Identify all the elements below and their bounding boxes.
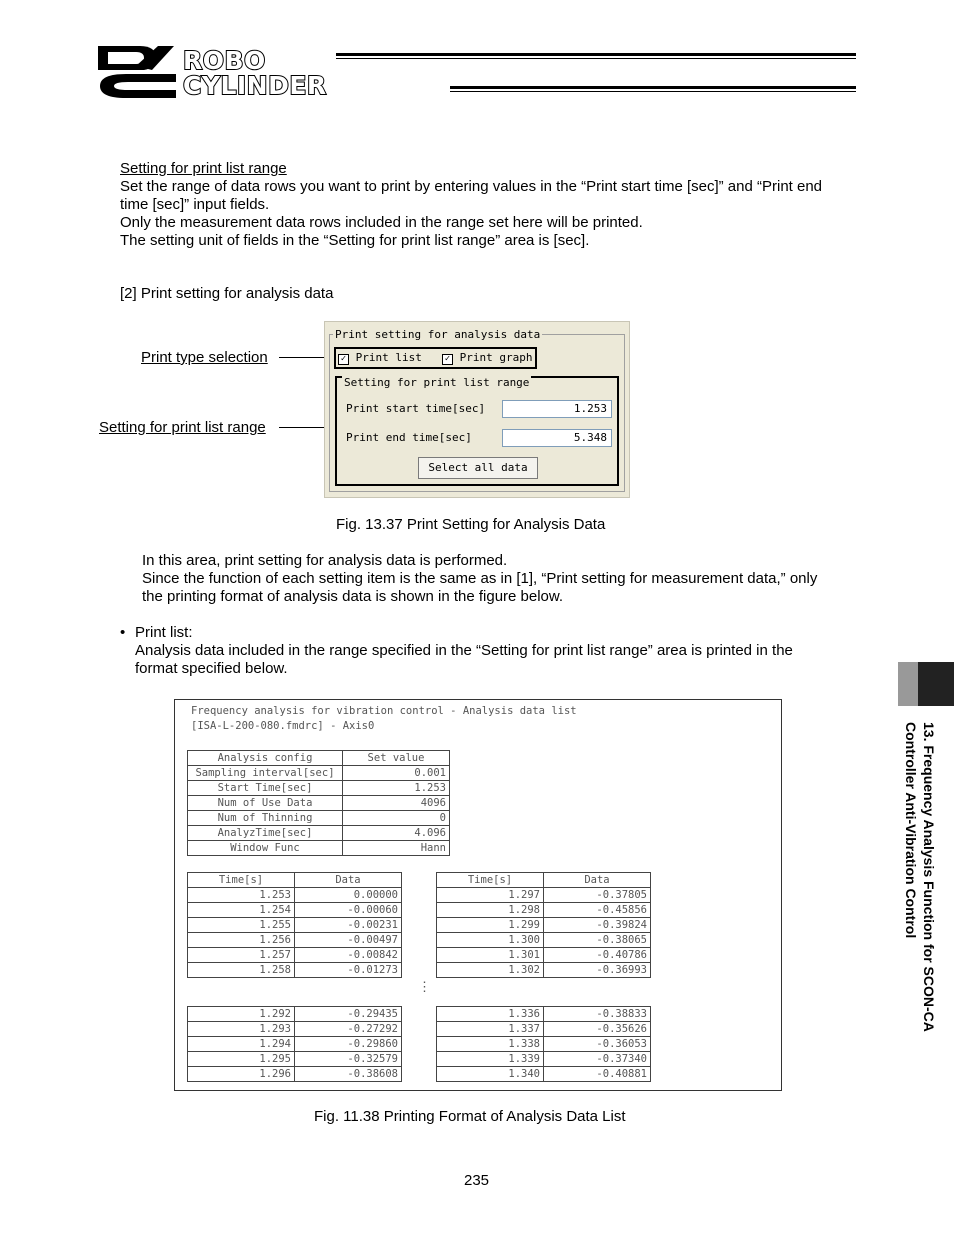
time-cell: 1.257 bbox=[188, 948, 295, 963]
paragraph-line: Since the function of each setting item is the same as in [1], “Print setting for measurement data,” only bbox=[142, 570, 818, 587]
column-header: Time[s] bbox=[188, 873, 295, 888]
config-name: Window Func bbox=[188, 841, 343, 856]
config-value: 4096 bbox=[343, 796, 450, 811]
time-cell: 1.258 bbox=[188, 963, 295, 978]
table-row bbox=[437, 888, 651, 903]
config-name: Num of Use Data bbox=[188, 796, 343, 811]
data-cell: -0.38608 bbox=[295, 1067, 402, 1082]
print-list-label: Print list bbox=[355, 351, 422, 364]
table-row bbox=[188, 1007, 402, 1022]
time-cell: 1.338 bbox=[437, 1037, 544, 1052]
data-cell: -0.01273 bbox=[295, 963, 402, 978]
table-row bbox=[188, 1037, 402, 1052]
data-cell: -0.37340 bbox=[544, 1052, 651, 1067]
table-row bbox=[437, 1037, 651, 1052]
table-row bbox=[188, 963, 402, 978]
data-cell: -0.00231 bbox=[295, 918, 402, 933]
header-rule-top bbox=[336, 53, 856, 59]
table-row bbox=[188, 888, 402, 903]
column-header: Data bbox=[295, 873, 402, 888]
continuation-ellipsis: ⋮ bbox=[418, 980, 431, 995]
table-row bbox=[188, 1022, 402, 1037]
end-time-input[interactable]: 5.348 bbox=[502, 429, 612, 447]
table-row bbox=[437, 948, 651, 963]
table-row bbox=[188, 1052, 402, 1067]
data-cell: -0.38833 bbox=[544, 1007, 651, 1022]
config-name: Sampling interval[sec] bbox=[188, 766, 343, 781]
section-heading-print-range: Setting for print list range bbox=[120, 160, 287, 177]
time-cell: 1.292 bbox=[188, 1007, 295, 1022]
start-time-label: Print start time[sec] bbox=[346, 402, 486, 415]
side-title-line1: 13. Frequency Analysis Function for SCON-CA bbox=[921, 722, 937, 1032]
table-header-row bbox=[188, 751, 450, 766]
time-cell: 1.255 bbox=[188, 918, 295, 933]
time-cell: 1.254 bbox=[188, 903, 295, 918]
config-value: 4.096 bbox=[343, 826, 450, 841]
side-title-line2: Controller Anti-Vibration Control bbox=[903, 722, 919, 939]
select-all-data-button[interactable]: Select all data bbox=[418, 457, 538, 479]
table-row bbox=[437, 918, 651, 933]
header-rule-bottom bbox=[450, 86, 856, 92]
chapter-tab-shade bbox=[898, 662, 918, 706]
section-heading-analysis-print: [2] Print setting for analysis data bbox=[120, 285, 334, 302]
arrow-line bbox=[279, 427, 327, 428]
time-cell: 1.294 bbox=[188, 1037, 295, 1052]
table-row bbox=[188, 781, 450, 796]
page-number: 235 bbox=[464, 1172, 490, 1189]
bullet-marker: • bbox=[120, 624, 126, 641]
analysis-data-printout bbox=[174, 699, 782, 1091]
paragraph-line: Analysis data included in the range specified in the “Setting for print list range” area is printed in the bbox=[135, 642, 793, 659]
config-value: Hann bbox=[343, 841, 450, 856]
data-table-right-top bbox=[436, 872, 651, 978]
table-row bbox=[188, 811, 450, 826]
printout-subtitle: [ISA-L-200-080.fmdrc] - Axis0 bbox=[191, 720, 375, 732]
figure-caption-2: Fig. 11.38 Printing Format of Analysis Data List bbox=[314, 1108, 626, 1125]
bullet-label: Print list: bbox=[135, 624, 193, 641]
time-cell: 1.298 bbox=[437, 903, 544, 918]
time-cell: 1.339 bbox=[437, 1052, 544, 1067]
check-icon: ✓ bbox=[442, 354, 453, 365]
data-cell: -0.37805 bbox=[544, 888, 651, 903]
time-cell: 1.293 bbox=[188, 1022, 295, 1037]
paragraph-line: time [sec]” input fields. bbox=[120, 196, 270, 213]
end-time-label: Print end time[sec] bbox=[346, 431, 472, 444]
config-table bbox=[187, 750, 450, 856]
callout-print-range: Setting for print list range bbox=[99, 419, 266, 436]
table-row bbox=[188, 918, 402, 933]
table-row bbox=[437, 1067, 651, 1082]
paragraph-line: In this area, print setting for analysis data is performed. bbox=[142, 552, 508, 569]
table-row bbox=[188, 948, 402, 963]
print-list-checkbox[interactable] bbox=[338, 351, 422, 365]
data-cell: -0.39824 bbox=[544, 918, 651, 933]
time-cell: 1.253 bbox=[188, 888, 295, 903]
paragraph-line: Only the measurement data rows included in the range set here will be printed. bbox=[120, 214, 643, 231]
table-row bbox=[437, 933, 651, 948]
paragraph-line: Set the range of data rows you want to print by entering values in the “Print start time [sec]” and “Print end bbox=[120, 178, 823, 195]
time-cell: 1.337 bbox=[437, 1022, 544, 1037]
time-cell: 1.297 bbox=[437, 888, 544, 903]
data-cell: -0.00842 bbox=[295, 948, 402, 963]
data-cell: 0.00000 bbox=[295, 888, 402, 903]
data-cell: -0.27292 bbox=[295, 1022, 402, 1037]
paragraph-line: The setting unit of fields in the “Setting for print list range” area is [sec]. bbox=[120, 232, 590, 249]
print-setting-panel bbox=[324, 321, 630, 498]
table-row bbox=[437, 1007, 651, 1022]
config-value: 0 bbox=[343, 811, 450, 826]
data-cell: -0.36993 bbox=[544, 963, 651, 978]
config-name: AnalyzTime[sec] bbox=[188, 826, 343, 841]
chapter-tab bbox=[918, 662, 954, 706]
table-row bbox=[188, 1067, 402, 1082]
time-cell: 1.336 bbox=[437, 1007, 544, 1022]
column-header: Analysis config bbox=[188, 751, 343, 766]
config-value: 1.253 bbox=[343, 781, 450, 796]
table-row bbox=[188, 933, 402, 948]
data-cell: -0.00060 bbox=[295, 903, 402, 918]
column-header: Time[s] bbox=[437, 873, 544, 888]
table-row bbox=[188, 903, 402, 918]
table-row bbox=[188, 796, 450, 811]
time-cell: 1.256 bbox=[188, 933, 295, 948]
print-graph-label: Print graph bbox=[459, 351, 533, 364]
logo-line2: CYLINDER bbox=[183, 71, 327, 100]
panel-title: Print setting for analysis data bbox=[335, 328, 541, 341]
table-header-row bbox=[437, 873, 651, 888]
arrow-line bbox=[279, 357, 327, 358]
data-table-left-top bbox=[187, 872, 402, 978]
paragraph-line: the printing format of analysis data is shown in the figure below. bbox=[142, 588, 564, 605]
range-title: Setting for print list range bbox=[344, 376, 530, 389]
table-row bbox=[188, 826, 450, 841]
config-name: Num of Thinning bbox=[188, 811, 343, 826]
rc-logo-mark-icon bbox=[96, 44, 180, 100]
data-cell: -0.38065 bbox=[544, 933, 651, 948]
printout-title: Frequency analysis for vibration control - Analysis data list bbox=[191, 705, 577, 717]
column-header: Set value bbox=[343, 751, 450, 766]
time-cell: 1.301 bbox=[437, 948, 544, 963]
data-cell: -0.32579 bbox=[295, 1052, 402, 1067]
check-icon: ✓ bbox=[338, 354, 349, 365]
table-row bbox=[188, 841, 450, 856]
table-row bbox=[188, 766, 450, 781]
paragraph-line: format specified below. bbox=[135, 660, 288, 677]
start-time-input[interactable]: 1.253 bbox=[502, 400, 612, 418]
callout-print-type: Print type selection bbox=[141, 349, 268, 366]
table-row bbox=[437, 963, 651, 978]
time-cell: 1.300 bbox=[437, 933, 544, 948]
data-cell: -0.40786 bbox=[544, 948, 651, 963]
time-cell: 1.296 bbox=[188, 1067, 295, 1082]
column-header: Data bbox=[544, 873, 651, 888]
print-graph-checkbox[interactable] bbox=[442, 351, 532, 365]
data-table-right-bottom bbox=[436, 1006, 651, 1082]
table-row bbox=[437, 1052, 651, 1067]
data-cell: -0.00497 bbox=[295, 933, 402, 948]
time-cell: 1.299 bbox=[437, 918, 544, 933]
time-cell: 1.302 bbox=[437, 963, 544, 978]
time-cell: 1.295 bbox=[188, 1052, 295, 1067]
table-row bbox=[437, 1022, 651, 1037]
data-cell: -0.40881 bbox=[544, 1067, 651, 1082]
config-value: 0.001 bbox=[343, 766, 450, 781]
data-table-left-bottom bbox=[187, 1006, 402, 1082]
data-cell: -0.45856 bbox=[544, 903, 651, 918]
chapter-side-title bbox=[902, 722, 938, 1032]
table-row bbox=[437, 903, 651, 918]
table-header-row bbox=[188, 873, 402, 888]
header-logo bbox=[96, 44, 180, 100]
data-cell: -0.29860 bbox=[295, 1037, 402, 1052]
logo-line1: ROBO bbox=[183, 46, 266, 75]
config-name: Start Time[sec] bbox=[188, 781, 343, 796]
time-cell: 1.340 bbox=[437, 1067, 544, 1082]
data-cell: -0.35626 bbox=[544, 1022, 651, 1037]
figure-caption-1: Fig. 13.37 Print Setting for Analysis Data bbox=[336, 516, 606, 533]
data-cell: -0.29435 bbox=[295, 1007, 402, 1022]
data-cell: -0.36053 bbox=[544, 1037, 651, 1052]
